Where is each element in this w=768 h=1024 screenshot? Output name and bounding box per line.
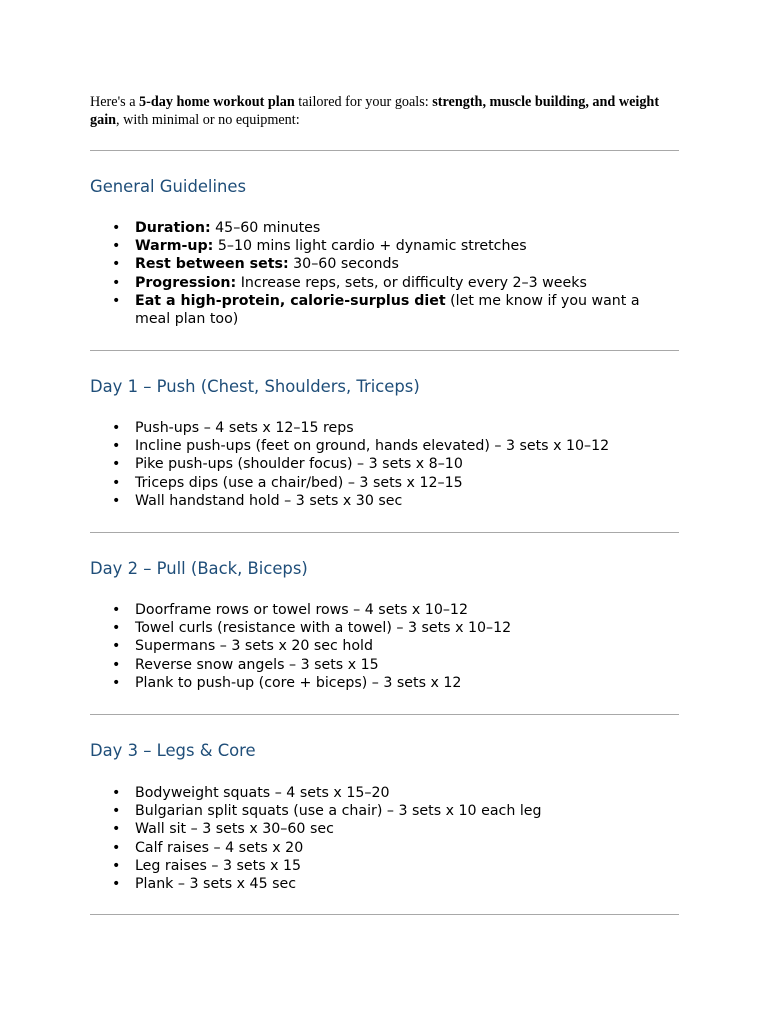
intro-text: , with minimal or no equipment: [116, 112, 300, 128]
bullet-icon: • [112, 785, 121, 801]
list-item [90, 656, 679, 674]
item-label: Eat a high-protein, calorie-surplus diet [135, 292, 446, 309]
item-text: Doorframe rows or towel rows – 4 sets x 10–12 [135, 602, 468, 618]
list-item [90, 292, 679, 328]
day3-exercise-list [90, 784, 679, 893]
item-text: Calf raises – 4 sets x 20 [135, 839, 304, 856]
list-item [90, 255, 679, 273]
bullet-icon: • [112, 492, 121, 509]
bullet-icon: • [112, 803, 121, 820]
bullet-icon: • [112, 821, 121, 838]
intro-text: Here's a [90, 94, 140, 110]
item-text: 30–60 seconds [288, 256, 399, 273]
bullet-icon: • [112, 656, 121, 673]
list-item [90, 875, 679, 893]
list-item [90, 601, 679, 619]
bullet-icon: • [112, 274, 121, 291]
list-item [90, 820, 679, 838]
day1-exercise-list [90, 419, 679, 510]
divider [90, 532, 679, 533]
list-item [90, 237, 679, 255]
list-item [90, 784, 679, 802]
bullet-icon: • [112, 620, 121, 637]
bullet-icon: • [112, 438, 121, 455]
list-item [90, 419, 679, 437]
divider [90, 714, 679, 715]
bullet-icon: • [112, 674, 121, 691]
item-label: Warm-up: [135, 238, 214, 255]
item-text: Plank to push-up (core + biceps) – 3 sets x 12 [135, 674, 462, 691]
section-heading-day3: Day 3 – Legs & Core [90, 741, 256, 760]
item-label: Duration: [135, 220, 211, 236]
day2-exercise-list [90, 601, 679, 692]
item-text: Increase reps, sets, or difficulty every 2–3 weeks [236, 274, 587, 291]
item-text: (let me know if you want a meal plan too) [135, 292, 640, 328]
bullet-icon: • [112, 602, 121, 618]
divider [90, 150, 679, 151]
list-item [90, 455, 679, 473]
bullet-icon: • [112, 220, 121, 236]
list-item [90, 219, 679, 237]
bullet-icon: • [112, 474, 121, 491]
list-item [90, 474, 679, 492]
list-item [90, 274, 679, 292]
list-item [90, 619, 679, 637]
bullet-icon: • [112, 839, 121, 856]
intro-bold-goals: strength, muscle building, and weight gain [90, 94, 660, 128]
list-item [90, 857, 679, 875]
section-heading-day1: Day 1 – Push (Chest, Shoulders, Triceps) [90, 377, 420, 396]
item-text: Towel curls (resistance with a towel) – 3 sets x 10–12 [135, 620, 512, 637]
section-heading-day2: Day 2 – Pull (Back, Biceps) [90, 559, 308, 578]
item-text: Reverse snow angels – 3 sets x 15 [135, 656, 379, 673]
item-text: 45–60 minutes [210, 220, 321, 236]
divider [90, 350, 679, 351]
bullet-icon: • [112, 256, 121, 273]
item-text: Supermans – 3 sets x 20 sec hold [135, 638, 373, 655]
item-text: Leg raises – 3 sets x 15 [135, 857, 302, 874]
bullet-icon: • [112, 857, 121, 874]
item-text: Plank – 3 sets x 45 sec [135, 876, 297, 893]
item-text: Pike push-ups (shoulder focus) – 3 sets x 8–10 [135, 456, 463, 473]
guidelines-list [90, 219, 679, 328]
item-text: Push-ups – 4 sets x 12–15 reps [135, 420, 354, 436]
bullet-icon: • [112, 420, 121, 436]
list-item [90, 437, 679, 455]
list-item [90, 492, 679, 510]
item-text: Bulgarian split squats (use a chair) – 3 sets x 10 each leg [135, 803, 542, 820]
intro-paragraph [90, 93, 679, 129]
item-text: Wall sit – 3 sets x 30–60 sec [135, 821, 334, 838]
list-item [90, 637, 679, 655]
bullet-icon: • [112, 238, 121, 255]
intro-bold-plan: 5-day home workout plan [139, 94, 295, 110]
list-item [90, 839, 679, 857]
bullet-icon: • [112, 638, 121, 655]
item-text: 5–10 mins light cardio + dynamic stretches [213, 238, 527, 255]
item-label: Progression: [135, 274, 237, 291]
list-item [90, 674, 679, 692]
item-text: Wall handstand hold – 3 sets x 30 sec [135, 492, 403, 509]
item-text: Triceps dips (use a chair/bed) – 3 sets x 12–15 [135, 474, 463, 491]
item-text: Incline push-ups (feet on ground, hands elevated) – 3 sets x 10–12 [135, 438, 610, 455]
list-item [90, 802, 679, 820]
bullet-icon: • [112, 876, 121, 893]
item-text: Bodyweight squats – 4 sets x 15–20 [135, 785, 390, 801]
section-heading-guidelines: General Guidelines [90, 177, 247, 196]
intro-text: tailored for your goals: [294, 94, 433, 110]
bullet-icon: • [112, 456, 121, 473]
bullet-icon: • [112, 292, 121, 309]
item-label: Rest between sets: [135, 256, 289, 273]
divider [90, 914, 679, 915]
